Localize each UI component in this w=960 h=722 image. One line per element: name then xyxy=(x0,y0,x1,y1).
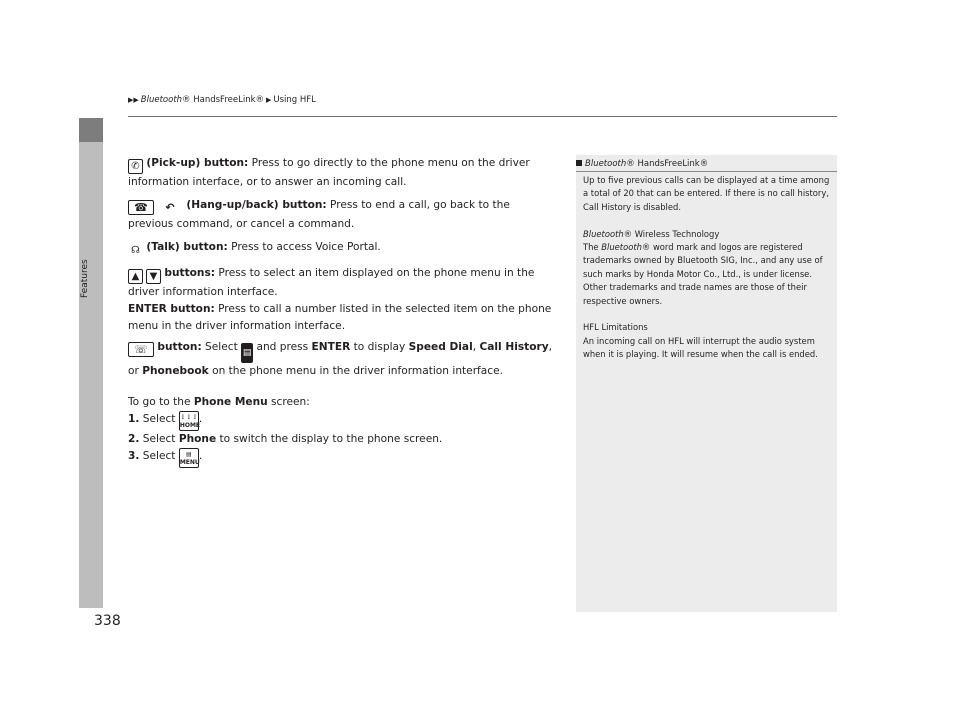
goto-line xyxy=(128,394,558,411)
sidenote-p1: Up to five previous calls can be displayed at a time among a total of 20 that can be entered. If there is no call history, Call History is disabled. xyxy=(583,175,830,212)
goto-text-2: screen: xyxy=(267,396,310,408)
hangup-text: Press to end a call, go back to the previous command, or cancel a command. xyxy=(128,199,510,230)
step-2 xyxy=(128,431,558,448)
phone-enter-bold: ENTER xyxy=(311,341,351,353)
sidenote-title-bluetooth: Bluetooth xyxy=(585,159,627,169)
enter-entry xyxy=(128,301,558,335)
sidenote-p2-bluetooth: Bluetooth xyxy=(583,228,624,239)
down-arrow-icon: ▼ xyxy=(146,269,161,284)
sidenote-p3: An incoming call on HFL will interrupt the audio system when it is playing. It will resume when the call is ended. xyxy=(583,335,818,360)
sidenote-title xyxy=(576,159,708,169)
back-arrow-icon: ↶ xyxy=(165,201,175,214)
step-2-text: Select xyxy=(139,433,179,445)
step-2-number: 2. xyxy=(128,433,140,445)
step-1-number: 1. xyxy=(128,413,140,425)
phone-text-4: , xyxy=(472,341,480,353)
sidenote-p2-the: The xyxy=(583,242,602,253)
phone-speed-dial: Speed Dial xyxy=(408,341,473,353)
hangup-label: (Hang-up/back) button: xyxy=(186,199,327,211)
talk-label: (Talk) button: xyxy=(146,241,228,253)
enter-label: ENTER button: xyxy=(128,303,215,315)
step-2-end: to switch the display to the phone screen. xyxy=(216,433,443,445)
phone-text-6: on the phone menu in the driver information interface. xyxy=(208,365,503,377)
pickup-phone-icon: ✆ xyxy=(128,159,143,174)
phone-text-1: Select xyxy=(201,341,242,353)
updown-label: buttons: xyxy=(164,267,215,279)
pickup-entry xyxy=(128,155,558,191)
talk-text: Press to access Voice Portal. xyxy=(227,241,381,253)
phone-text-5: , or xyxy=(128,341,552,377)
sidebar-tab xyxy=(79,118,103,142)
step-3 xyxy=(128,448,558,468)
sidenote-p2-title-rest: ® Wireless Technology xyxy=(623,228,720,239)
sidenote-panel xyxy=(576,155,837,612)
breadcrumb-arrow-icon: ▶ xyxy=(266,96,272,104)
breadcrumb-bluetooth: Bluetooth xyxy=(140,95,183,105)
sidenote-title-rest: ® HandsFreeLink® xyxy=(626,159,709,169)
step-1-end: . xyxy=(198,413,203,425)
main-content xyxy=(128,155,558,468)
breadcrumb xyxy=(128,95,316,105)
phone-phonebook: Phonebook xyxy=(142,365,209,377)
phone-call-history: Call History xyxy=(479,341,549,353)
sidenote-body xyxy=(583,174,833,362)
note-square-icon xyxy=(576,160,582,166)
breadcrumb-handsfreelink: ® HandsFreeLink® xyxy=(182,95,265,105)
page-number: 338 xyxy=(94,613,121,629)
breadcrumb-using-hfl: Using HFL xyxy=(273,95,316,105)
sidenote-p3-title: HFL Limitations xyxy=(583,322,648,333)
updown-text: Press to select an item displayed on the phone menu in the driver information interface. xyxy=(128,267,535,298)
enter-text: Press to call a number listed in the selected item on the phone menu in the driver information interface. xyxy=(128,303,552,332)
hangup-phone-icon: ☎ xyxy=(128,200,154,215)
hangup-entry xyxy=(128,197,558,233)
sidebar-strip xyxy=(79,118,103,608)
step-3-text: Select xyxy=(139,450,179,462)
phone-text-3: to display xyxy=(350,341,409,353)
step-1 xyxy=(128,411,558,431)
updown-entry xyxy=(128,265,558,301)
phone-text-2: and press xyxy=(253,341,312,353)
sidenote-p2-rest: ® word mark and logos are registered trademarks owned by Bluetooth SIG, Inc., and any use of such marks by Honda Motor Co., Ltd., is under license. Other trademarks and trade names are those of their respective owners. xyxy=(583,242,823,306)
sidenote-p2 xyxy=(583,241,833,308)
menu-icon: ▤ MENU xyxy=(179,448,199,468)
home-icon: ⋮⋮⋮ HOME xyxy=(179,411,199,431)
sidenote-rule xyxy=(576,171,837,172)
step-3-end: . xyxy=(198,450,203,462)
sidenote-p2-title xyxy=(583,228,833,241)
phone-label: button: xyxy=(157,341,202,353)
phone-button-icon: ☏ xyxy=(128,342,154,357)
up-arrow-icon: ▲ xyxy=(128,269,143,284)
pickup-text: Press to go directly to the phone menu on the driver information interface, or to answer an incoming call. xyxy=(128,157,530,188)
sidebar-label: Features xyxy=(80,259,90,298)
goto-text-1: To go to the xyxy=(128,396,194,408)
pickup-label: (Pick-up) button: xyxy=(146,157,249,169)
step-3-number: 3. xyxy=(128,450,140,462)
header-rule xyxy=(128,116,837,117)
goto-phone-menu: Phone Menu xyxy=(193,396,268,408)
step-1-text: Select xyxy=(139,413,179,425)
talk-entry xyxy=(128,239,558,259)
breadcrumb-arrow-icon: ▶▶ xyxy=(128,96,139,104)
sidenote-p2-bluetooth-2: Bluetooth xyxy=(601,242,642,253)
talk-icon: ☊ xyxy=(131,245,140,256)
phone-list-icon: ▤ xyxy=(241,343,253,363)
step-2-phone: Phone xyxy=(178,433,217,445)
phone-entry xyxy=(128,339,558,380)
